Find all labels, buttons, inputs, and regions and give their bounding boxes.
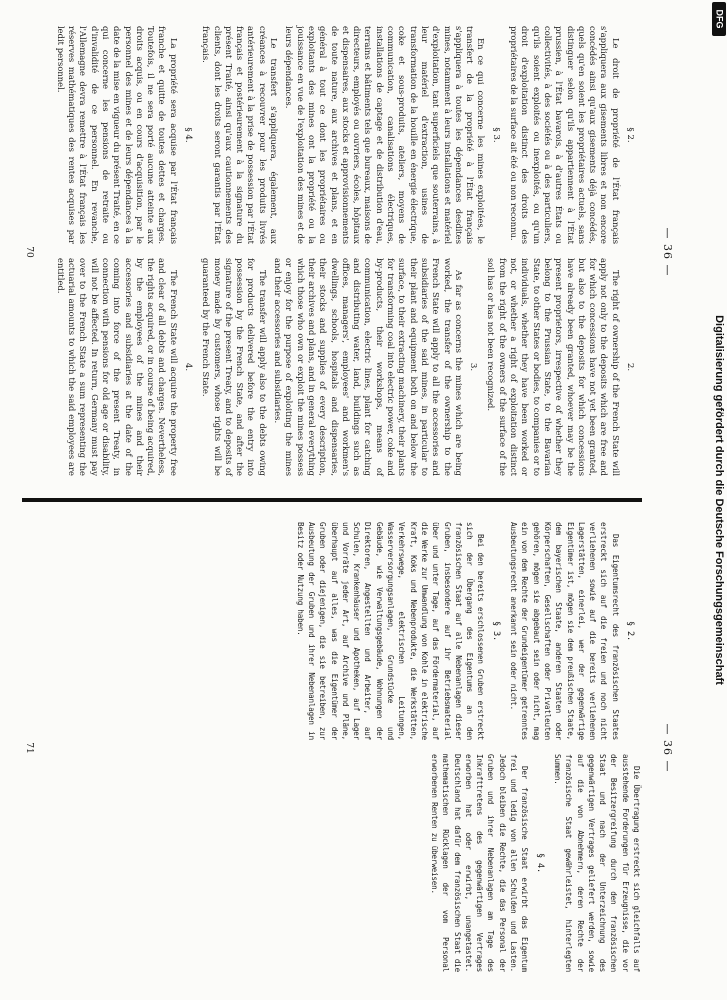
section-heading: § 3. [490,621,501,641]
digitization-banner [711,0,727,1000]
paragraph: The transfer will apply also to the debts owing for products delivered before the entry into possession by the French State, and after the signature of the present Treaty, and to deposits of money made by customers, whose rights will be guaranteed by the French State. [201,258,268,476]
paragraph: Der französische Staat erwirbt das Eigentum frei und ledig von allen Schulden und Lasten. Jedoch bleiben die Rechte, die das Personal der Gruben und ihrer Nebenanlagen am Tage des Inkrafttretens des gegenwärtigen Vertrages erworben hat oder erwirbt, unangetastet. Deutschland hat dafür dem französischen Staat die mathematischen Rücklagen der vom Personal erworbenen Renten zu überweisen. [429,754,530,972]
german-column-continued [425,754,642,972]
section-heading: § 4. [534,853,545,873]
banner-text: Digitalisierung gefördert durch die Deutsche Forschungsgemeinschaft [713,315,725,685]
paragraph: Das Eigentumsrecht des französischen Staates erstreckt sich auf die freien und noch nicht verliehenen sowie auf die bereits verliehenen Lagerstätten, einerlei, wer der gegenwärtige Eigentümer ist, mögen sie dem preußischen Staate, dem bayerischen Staate, anderen Staaten oder Körperschaften, Gesellschaften oder Privatleuten gehören, mögen sie abgebaut sein oder nicht, mag ein von dem Rechte der Grundeigentümer getrenntes Ausbeutungsrecht anerkannt sein oder nicht. [509,522,620,740]
page-spread [20,20,680,980]
paragraph: Die Übertragung erstreckt sich gleichfalls auf ausstehende Forderungen für Erzeugnisse, die vor der Besitzergreifung durch den französischen Staat und nach der Unterzeichnung des gegenwärtigen Vertrages geliefert werden, sowie auf die von Abnehmern, deren Rechte der französische Staat gewährleistet, hinterlegten Summen. [552,754,641,972]
dfg-logo-icon [712,2,726,36]
english-column [50,258,642,476]
left-page-number: — 36 — [661,227,674,277]
section-heading: § 3. [490,127,501,143]
section-heading: 2. [625,362,635,372]
french-column [50,26,642,244]
paragraph: En ce qui concerne les mines exploitées, le transfert de la propriété à l'État français s'appliquera à toutes les dépendances desdites mines, notamment à leurs installations et matériel d'exploitation, tant superficiels que souterrains, à leur matériel d'extraction, usines de transformation de la houille en énergie électrique, coke et sous-produits, ateliers, moyens de communication, canalisations électriques, installations de captage et de distribution d'eau, terrains et bâtiments tels que bureaux, maisons de directeurs, employés ou ouvriers, écoles, hôpitaux et dispensaires, aux stocks et approvisionnements de toute nature, aux archives et plans, et en général à tout ce dont les propriétaires ou exploitants des mines ont la propriété ou la jouissance en vue de l'exploitation des mines et de leurs dépendances. [284,26,487,244]
paragraph: Bei den bereits erschlossenen Gruben erstreckt sich der Übergang des Eigentums an den französischen Staat auf alle Nebenanlagen dieser Gruben, insbesondere auf ihr Betriebsmaterial über und unter Tage, auf das Fördermaterial, auf die Werke zur Umwandlung von Kohle in elektrische Kraft, Koks und Nebenprodukte, die Werkstätten, Verkehrswege, elektrischen Leitungen, Wasserversorgungsanlagen, Grundstücke und Gebäude, wie Verwaltungsgebäude, Wohnungen der Direktoren, Angestellten und Arbeiter, auf Schulen, Krankenhäuser und Apotheken, auf Lager und Vorräte jeder Art, auf Archive und Pläne, überhaupt auf alles, was die Eigentümer der Gruben oder diejenigen, die sie betreiben, zur Ausbeutung der Gruben und ihrer Nebenanlagen in Besitz oder Nutzung haben. [295,522,486,740]
paragraph: Le droit de propriété de l'État français s'appliquera aux gisements libres et non encore concédés ainsi qu'aux gisements déjà concédés, quels qu'en soient les propriétaires actuels, sans distinguer selon qu'ils appartiennent à l'État prussien, à l'État bavarois, à d'autres États ou collectivités, à des sociétés ou à des particuliers, qu'ils soient exploités ou inexploités, ou qu'un droit d'exploitation distinct des droits des propriétaires de la surface ait été ou non reconnu. [509,26,621,244]
paragraph: As far as concerns the mines which are being worked, the transfer of the ownership to the French State will apply to all the accessories and subsidiaries of the said mines, in particular to their plant and equipment both on and below the surface, to their extracting machinery, their plants for transforming coal into electric power, coke and by-products, their workshops, means of communication, electric lines, plant for catching and distributing water, land, buildings such as offices, managers', employees' and workmen's dwellings, schools, hospitals and dispensaries, their stocks and supplies of every description, their archives and plans, and in general everything which those who own or exploit the mines possess or enjoy for the purpose of exploiting the mines and their accessories and subsidiaries. [273,258,464,476]
paragraph: The right of ownership of the French State will apply not only to the deposits which are free and for which concessions have not yet been granted, but also to the deposits for which concessions have already been granted, whoever may be the present proprietors, irrespective of whether they belong to the Prussian State, to the Bavarian State, to other States or bodies, to companies or to individuals, whether they have been worked or not, or whether a right of exploitation distinct from the right of the owners of the surface of the soil has or has not been recognized. [486,258,621,476]
section-heading: 3. [468,362,479,372]
paragraph: Le transfert s'appliquera, également, aux créances à recouvrer pour les produits livrés antérieurement à la prise de possession par l'État français et postérieurement à la signature du présent Traité, ainsi qu'aux cautionnements des clients, dont les droits seront garantis par l'État français. [201,26,280,244]
section-heading: 4. [183,362,194,372]
page-fold [22,498,642,502]
section-heading: § 4. [183,127,194,143]
left-page [20,20,680,484]
dfg-logo-text: DFG [714,9,724,29]
paragraph: La propriété sera acquise par l'État français franche et quitte de toutes dettes et charges. Toutefois, il ne sera porté aucune atteinte aux droits acquis, ou en cours d'acquisition, par le personnel des mines et de leurs dépendances à la date de la mise en vigueur du présent Traité, en ce qui concerne les pensions de retraite ou d'invalidité de ce personnel. En revanche, l'Allemagne devra remettre à l'État français les réserves mathématiques des rentes acquises par ledit personnel. [55,26,179,244]
left-page-footnote: 70 [24,246,34,258]
section-heading: § 2. [625,621,635,641]
right-page-footnote: 71 [24,742,34,754]
section-heading: § 2. [625,127,635,143]
german-column [290,522,642,740]
paragraph: The French State will acquire the property free and clear of all debts and charges. Nevertheless, the rights acquired, or in course of being acquired, by the employees of the mines and their accessories and subsidiaries at the date of the coming into force of the present Treaty, in connection with pensions for old age or disability, will not be affected. In return, Germany must pay over to the French State a sum representing the actuarial amounts to which the said employees are entitled. [55,258,179,476]
right-page [20,516,680,980]
right-page-number: — 36 — [661,723,674,773]
